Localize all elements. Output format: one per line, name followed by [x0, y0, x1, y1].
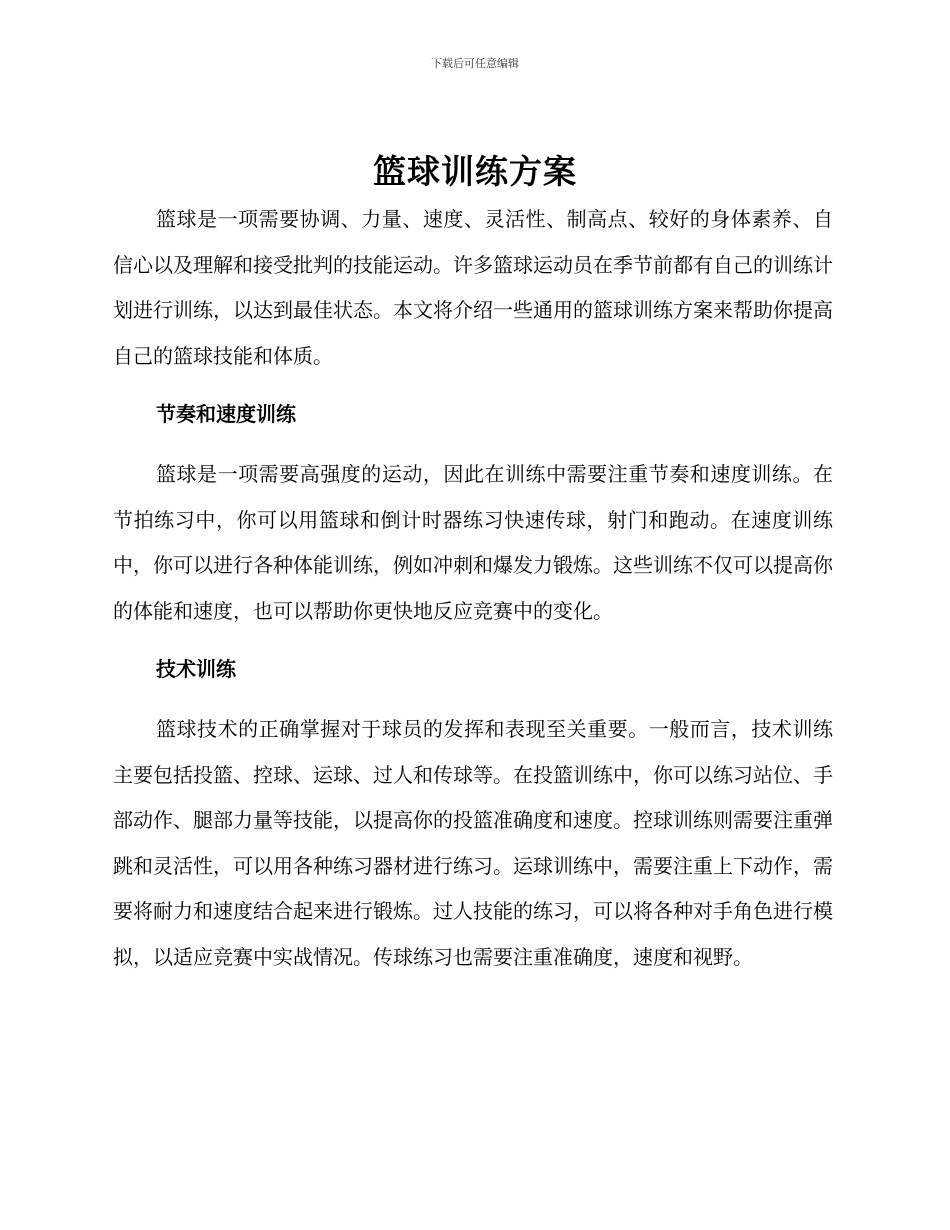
- intro-paragraph: 篮球是一项需要协调、力量、速度、灵活性、制高点、较好的身体素养、自信心以及理解和接受批判的技能运动。许多篮球运动员在季节前都有自己的训练计划进行训练，以达到最佳状态。本文将介绍一些通用的篮球训练方案来帮助你提高自己的篮球技能和体质。: [113, 207, 833, 368]
- section-body-rhythm-speed: 篮球是一项需要高强度的运动，因此在训练中需要注重节奏和速度训练。在节拍练习中，你可以用篮球和倒计时器练习快速传球，射门和跑动。在速度训练中，你可以进行各种体能训练，例如冲刺和爆发力锻炼。这些训练不仅可以提高你的体能和速度，也可以帮助你更快地反应竞赛中的变化。: [113, 462, 833, 623]
- header-note: 下载后可任意编辑: [431, 57, 519, 70]
- document-body: [113, 197, 833, 980]
- section-heading-technique: 技术训练: [156, 657, 236, 681]
- document-title: 篮球训练方案: [373, 152, 577, 191]
- section-body-technique: 篮球技术的正确掌握对于球员的发挥和表现至关重要。一般而言，技术训练主要包括投篮、控球、运球、过人和传球等。在投篮训练中，你可以练习站位、手部动作、腿部力量等技能，以提高你的投篮准确度和速度。控球训练则需要注重弹跳和灵活性，可以用各种练习器材进行练习。运球训练中，需要注重上下动作，需要将耐力和速度结合起来进行锻炼。过人技能的练习，可以将各种对手角色进行模拟，以适应竞赛中实战情况。传球练习也需要注重准确度，速度和视野。: [113, 717, 833, 969]
- section-heading-rhythm-speed: 节奏和速度训练: [156, 402, 296, 426]
